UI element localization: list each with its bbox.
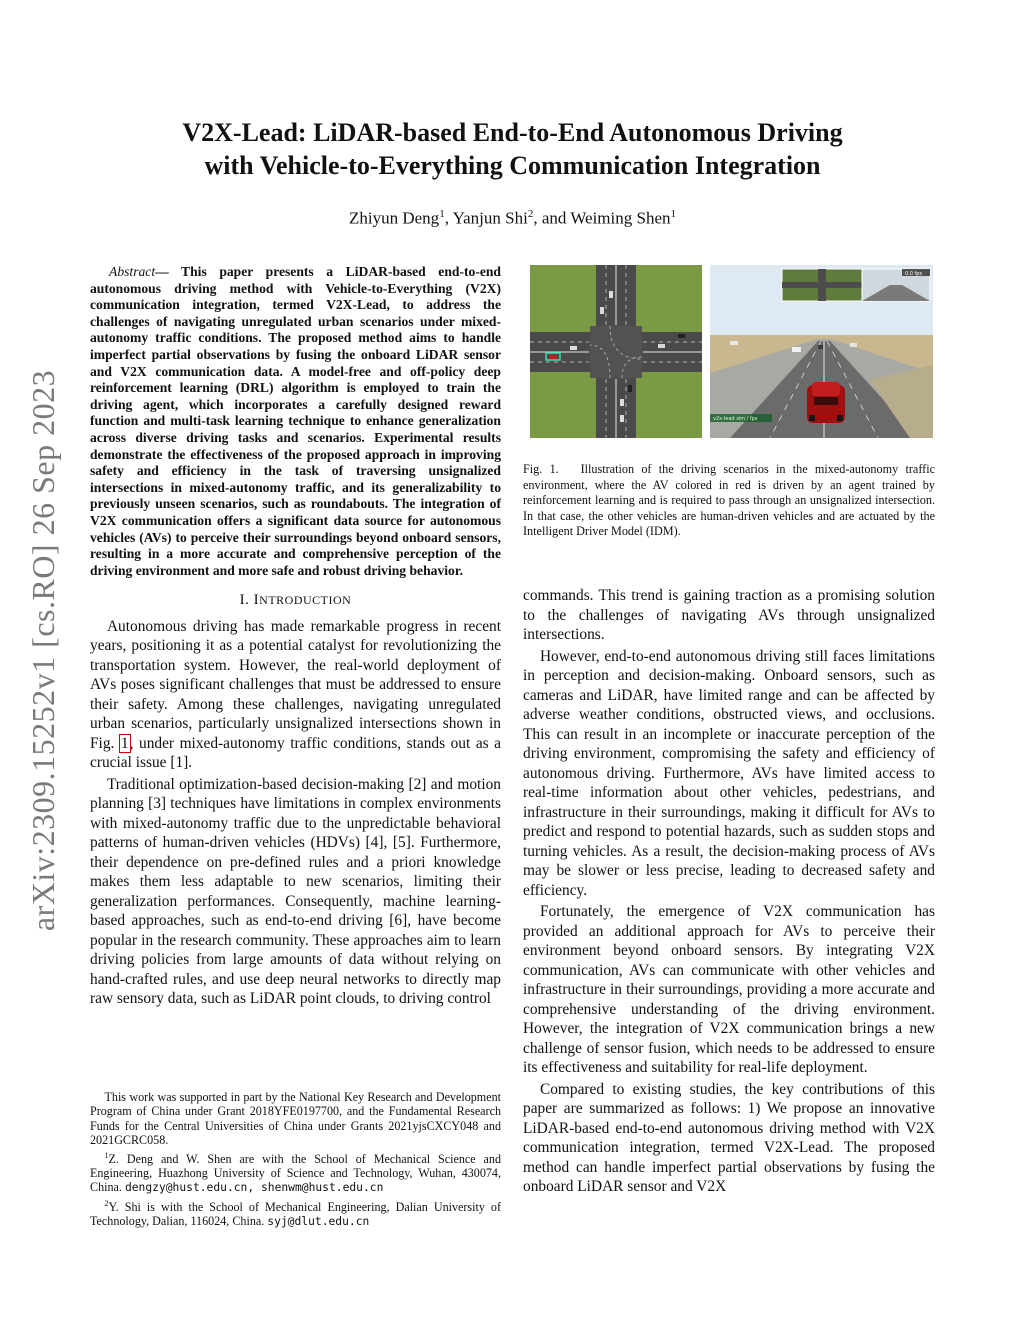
author-separator: , (444, 208, 453, 228)
author-list (90, 208, 935, 229)
intersection-topdown-view (530, 265, 702, 438)
author-affiliation: 1 (439, 208, 445, 220)
right-paragraph-1: commands. This trend is gaining traction as a promising solution to the challenges of navigating AVs through unsignalized intersections. (523, 587, 935, 643)
author-name: Weiming Shen (570, 208, 671, 228)
footnote-text: Y. Shi is with the School of Mechanical Engineering, Dalian University of Technology, Dalian, 116024, China. (90, 1199, 501, 1229)
car-wheel (809, 415, 815, 421)
affiliation-footnote-2 (90, 1197, 501, 1230)
vehicle (628, 385, 632, 392)
perspective-3d-view (710, 265, 933, 438)
paper-title (90, 116, 935, 182)
distant-vehicle (818, 345, 823, 349)
title-line-1: V2X-Lead: LiDAR-based End-to-End Autonomous Driving (182, 118, 843, 147)
intro-p1-text-a: Autonomous driving has made remarkable progress in recent years, positioning it as a potential catalyst for revolutionizing the transportation system. However, the real-world deployment of AVs poses significant challenges that must be addressed to ensure their safety. Among these challenges, navigating unregulated urban scenarios, particularly unsignalized intersections shown in Fig. (90, 617, 501, 752)
abstract-dash: — (155, 264, 182, 279)
distant-vehicle (792, 347, 801, 352)
section-heading-introduction (90, 591, 501, 611)
section-first-letter: I (253, 592, 260, 609)
intersection-area (590, 326, 642, 378)
intro-paragraph-1 (90, 617, 501, 773)
caption-text: Illustration of the driving scenarios in the mixed-autonomy traffic environment, where the AV colored in red is driven by an agent trained by reinforcement learning and is required to pass through an unsignalized intersection. In that case, the other vehicles are human-driven vehicles and are actuated by the Intelligent Driver Model (IDM). (523, 462, 936, 539)
car-roof (812, 382, 840, 396)
affiliation-footnote-1 (90, 1149, 501, 1196)
caption-label: Fig. 1. (523, 462, 559, 476)
vehicle (600, 307, 604, 314)
left-column (90, 264, 501, 1011)
footnote-text: Z. Deng and W. Shen are with the School of Mechanical Science and Engineering, Huazhong University of Science and Technology, Wuhan, 430074, China. (90, 1151, 501, 1195)
right-paragraph-2: However, end-to-end autonomous driving still faces limitations in perception and decision-making. Onboard sensors, such as cameras and LiDAR, have limited range and can be affected by adverse weather conditions, obstructed views, and occlusions. This can result in an incomplete or inaccurate perception of the driving environment, compromising the safety and efficiency of autonomous driving. Furthermore, AVs have limited access to real-time information about other vehicles, pedestrians, and infrastructure in their surroundings, making it difficult for AVs to predict and respond to potential hazards, such as sudden stops and turning vehicles. As a result, the decision-making process of AVs may be slower or less precise, leading to decreased safety and efficiency. (523, 647, 935, 899)
funding-footnote: This work was supported in part by the National Key Research and Development Program of China under Grant 2018YFE0197700, and the Fundamental Research Funds for the Central Universities of China under Grants 2021yjsCXCY048 and 2021GCRC058. (90, 1090, 501, 1148)
right-paragraph-3: Fortunately, the emergence of V2X communication has provided an additional approach for AVs to perceive their environment beyond onboard sensors. By integrating V2X communication, AVs can communicate with other vehicles and infrastructure in their surroundings, providing a more accurate and comprehensive understanding of the driving environment. However, the integration of V2X communication brings a new challenge of sensor fusion, which needs to be addressed to ensure its effectiveness and suitability for real-life deployment. (523, 903, 935, 1076)
intro-p1-text-b: , under mixed-autonomy traffic conditions, stands out as a crucial issue [1]. (90, 734, 501, 772)
vehicle (620, 399, 624, 406)
section-numeral: I. (239, 592, 254, 609)
footnote-email[interactable]: syj@dlut.edu.cn (267, 1215, 370, 1229)
footnotes (90, 1090, 501, 1231)
footnote-mark: 1 (104, 1150, 109, 1160)
abstract-text: This paper presents a LiDAR-based end-to-end autonomous driving method with Vehicle-to-Everything (V2X) communication integration, termed V2X-Lead, to address the challenges of navigating unregulated urban scenarios under mixed-autonomy traffic conditions. The proposed method aims to handle imperfect partial observations by fusing the onboard LiDAR sensor and V2X communication data. A model-free and off-policy deep reinforcement learning (DRL) algorithm is employed to train the driving agent, which incorporates a carefully designed reward function and multi-task learning technique to enhance generalization across diverse driving tasks and scenarios. Experimental results demonstrate the effectiveness of the proposed approach in improving safety and efficiency in the task of traversing unsignalized intersections in mixed-autonomy traffic, and its generalizability to previously unseen scenarios, such as roundabouts. The integration of V2X communication offers a significant data source for autonomous vehicles (AVs) to perceive their surroundings beyond onboard sensors, resulting in a more accurate and comprehensive perception of the driving environment and more safe and robust driving behavior. (90, 264, 501, 578)
author-affiliation: 2 (527, 208, 534, 220)
author-name: Yanjun Shi (452, 208, 528, 228)
car-rear-window (814, 397, 838, 405)
distant-vehicle (730, 341, 738, 345)
hud-status-text: v2x-lead sim / fps (713, 416, 758, 422)
author-separator: , and (533, 208, 571, 228)
figure-1-caption (523, 462, 935, 540)
vehicle (658, 344, 665, 348)
right-paragraph-4: Compared to existing studies, the key contributions of this paper are summarized as follows: 1) We propose an innovative LiDAR-based end-to-end autonomous driving method with V2X communication integration, termed V2X-Lead. The proposed method can handle imperfect partial observations by fusing the onboard LiDAR sensor and V2X (523, 1080, 935, 1195)
section-title-rest: NTRODUCTION (259, 593, 352, 608)
ego-vehicle-red (549, 355, 557, 359)
footnote-mark: 2 (104, 1198, 109, 1208)
vehicle (609, 291, 613, 298)
figure-1 (530, 265, 933, 438)
arxiv-identifier (14, 350, 74, 950)
figure-1-graphic (530, 265, 933, 438)
car-wheel (837, 415, 843, 421)
right-column (523, 586, 935, 1199)
vehicle (620, 415, 624, 422)
minimap-inset (782, 269, 862, 301)
vehicle (678, 334, 685, 338)
figure-reference-link[interactable]: 1 (120, 734, 129, 752)
red-av-car (807, 382, 845, 423)
abstract-label: Abstract (109, 264, 156, 279)
abstract (90, 264, 501, 579)
minimap-road (782, 282, 862, 288)
vehicle (570, 346, 577, 350)
footnote-email[interactable]: dengzy@hust.edu.cn, shenwm@hust.edu.cn (124, 1181, 384, 1195)
author-affiliation: 1 (670, 208, 676, 220)
author-name: Zhiyun Deng (349, 208, 440, 228)
title-line-2: with Vehicle-to-Everything Communication Integration (204, 151, 821, 180)
hud-fps-text: 0.0 fps (905, 271, 923, 277)
arxiv-identifier-text: arXiv:2309.15252v1 [cs.RO] 26 Sep 2023 (25, 369, 62, 931)
distant-vehicle (850, 343, 857, 347)
intro-paragraph-2: Traditional optimization-based decision-making [2] and motion planning [3] techniques have limitations in complex environments with mixed-autonomy traffic due to the unpredictable behavioral patterns of human-driven vehicles (HDVs) [4], [5]. Furthermore, their dependence on pre-defined rules and a priori knowledge makes them less adaptable to new scenarios, limiting their generalization performances. Consequently, machine learning-based approaches, such as end-to-end driving [6], have become popular in the research community. These approaches aim to learn driving policies from large amounts of data without relying on hand-crafted rules, and use deep neural networks to directly map raw sensory data, such as LiDAR point clouds, to driving control (90, 775, 501, 1008)
